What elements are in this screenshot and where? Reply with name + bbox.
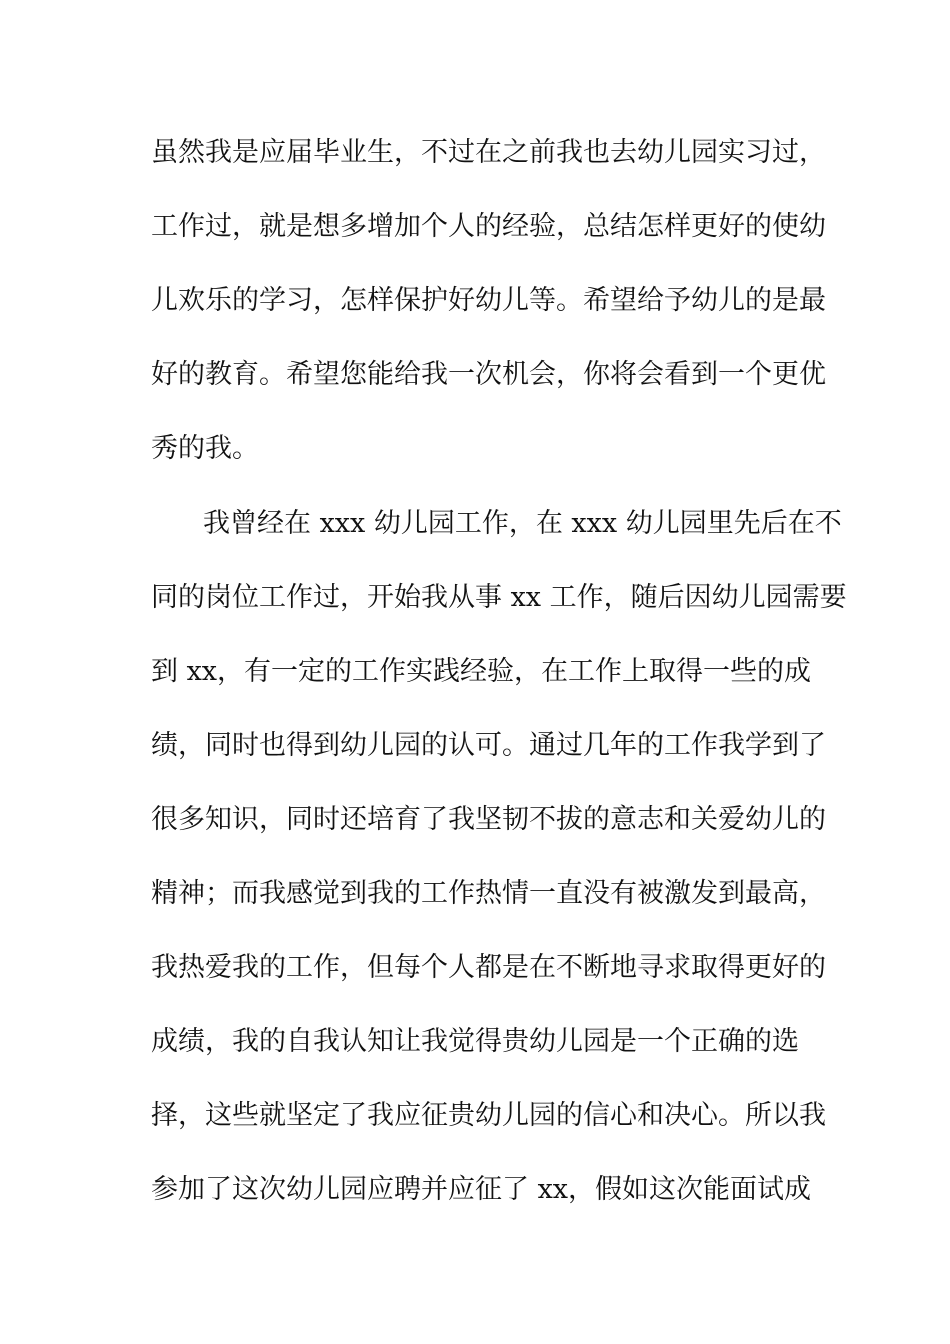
- text-line: 我热爱我的工作，但每个人都是在不断地寻求取得更好的: [151, 952, 826, 983]
- text-line: 参加了这次幼儿园应聘并应征了 xx，假如这次能面试成: [151, 1174, 812, 1205]
- text-line: 精神；而我感觉到我的工作热情一直没有被激发到最高，: [151, 878, 826, 909]
- text-line: 秀的我。: [151, 433, 259, 464]
- text-line: 同的岗位工作过，开始我从事 xx 工作，随后因幼儿园需要: [151, 582, 847, 613]
- text-line: 很多知识，同时还培育了我坚韧不拔的意志和关爱幼儿的: [151, 804, 826, 835]
- text-line: 工作过，就是想多增加个人的经验，总结怎样更好的使幼: [151, 211, 826, 242]
- text-line: 绩，同时也得到幼儿园的认可。通过几年的工作我学到了: [151, 730, 826, 761]
- text-line: 虽然我是应届毕业生，不过在之前我也去幼儿园实习过，: [151, 137, 826, 168]
- text-line: 择，这些就坚定了我应征贵幼儿园的信心和决心。所以我: [151, 1100, 826, 1131]
- paragraph-first-line: 我曾经在 xxx 幼儿园工作，在 xxx 幼儿园里先后在不: [203, 508, 842, 539]
- text-line: 成绩，我的自我认知让我觉得贵幼儿园是一个正确的选: [151, 1026, 799, 1057]
- text-line: 儿欢乐的学习，怎样保护好幼儿等。希望给予幼儿的是最: [151, 285, 826, 316]
- text-line: 到 xx，有一定的工作实践经验，在工作上取得一些的成: [151, 656, 812, 687]
- text-line: 好的教育。希望您能给我一次机会，你将会看到一个更优: [151, 359, 826, 390]
